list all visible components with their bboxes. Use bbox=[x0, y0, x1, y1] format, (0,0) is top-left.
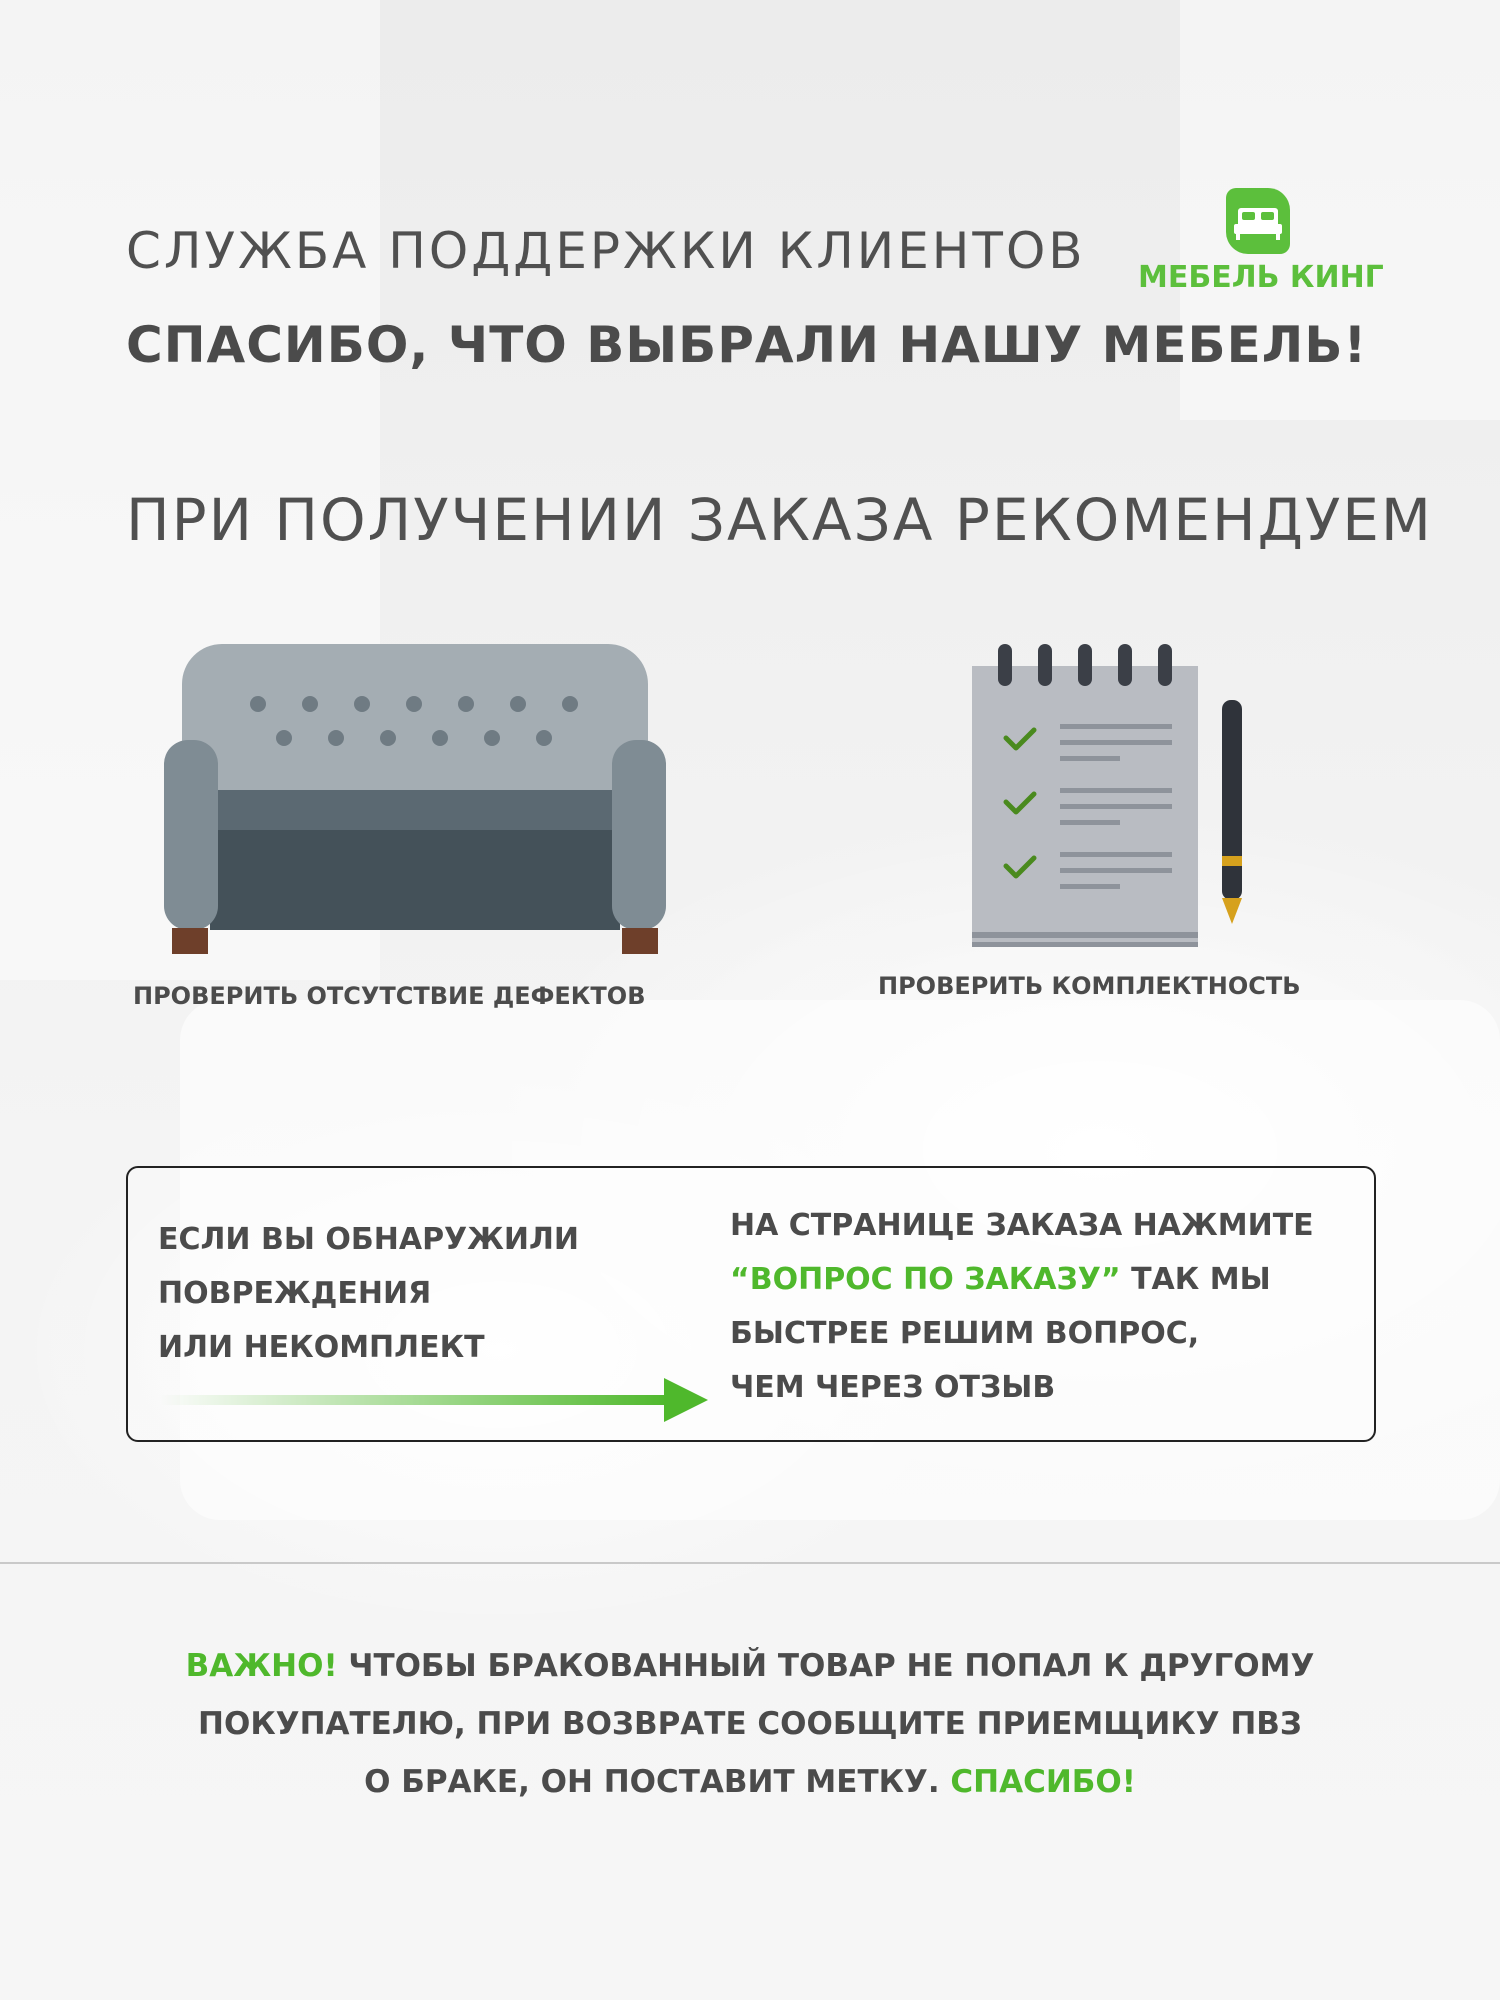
important-line-1 bbox=[0, 1648, 1500, 1684]
sofa-icon bbox=[160, 640, 670, 960]
box-right-line-1: НА СТРАНИЦЕ ЗАКАЗА НАЖМИТЕ bbox=[730, 1208, 1314, 1243]
tip-caption-completeness: ПРОВЕРИТЬ КОМПЛЕКТНОСТЬ bbox=[878, 972, 1301, 1000]
important-line-3 bbox=[0, 1764, 1500, 1800]
brand-name: МЕБЕЛЬ КИНГ bbox=[1138, 260, 1384, 295]
box-right-line-2 bbox=[730, 1262, 1271, 1297]
box-left-line-1: ЕСЛИ ВЫ ОБНАРУЖИЛИ bbox=[158, 1222, 580, 1257]
box-left-line-3: ИЛИ НЕКОМПЛЕКТ bbox=[158, 1330, 485, 1365]
important-line-2: ПОКУПАТЕЛЮ, ПРИ ВОЗВРАТЕ СООБЩИТЕ ПРИЕМЩИКУ ПВЗ bbox=[198, 1706, 1302, 1742]
order-question-highlight: “ВОПРОС ПО ЗАКАЗУ” bbox=[730, 1262, 1121, 1297]
thanks-title: СПАСИБО, ЧТО ВЫБРАЛИ НАШУ МЕБЕЛЬ! bbox=[126, 316, 1368, 374]
important-label: ВАЖНО! bbox=[185, 1648, 338, 1684]
recommend-title: ПРИ ПОЛУЧЕНИИ ЗАКАЗА РЕКОМЕНДУЕМ bbox=[126, 486, 1433, 554]
important-thanks: СПАСИБО! bbox=[950, 1764, 1136, 1800]
bed-icon bbox=[1226, 188, 1290, 254]
important-line-1-rest: ЧТОБЫ БРАКОВАННЫЙ ТОВАР НЕ ПОПАЛ К ДРУГОМУ bbox=[337, 1648, 1315, 1684]
box-left-line-2: ПОВРЕЖДЕНИЯ bbox=[158, 1276, 432, 1311]
tip-caption-defects: ПРОВЕРИТЬ ОТСУТСТВИЕ ДЕФЕКТОВ bbox=[133, 982, 646, 1010]
brand-logo bbox=[1138, 188, 1384, 298]
divider bbox=[0, 1562, 1500, 1564]
box-right-line-3: БЫСТРЕЕ РЕШИМ ВОПРОС, bbox=[730, 1316, 1200, 1351]
support-title: СЛУЖБА ПОДДЕРЖКИ КЛИЕНТОВ bbox=[126, 222, 1086, 280]
arrow-right-icon bbox=[160, 1378, 710, 1422]
important-line-3-rest: О БРАКЕ, ОН ПОСТАВИТ МЕТКУ. bbox=[364, 1764, 951, 1800]
box-right-line-4: ЧЕМ ЧЕРЕЗ ОТЗЫВ bbox=[730, 1370, 1056, 1405]
box-right-line-2-rest: ТАК МЫ bbox=[1120, 1262, 1271, 1297]
checklist-icon bbox=[968, 640, 1258, 960]
